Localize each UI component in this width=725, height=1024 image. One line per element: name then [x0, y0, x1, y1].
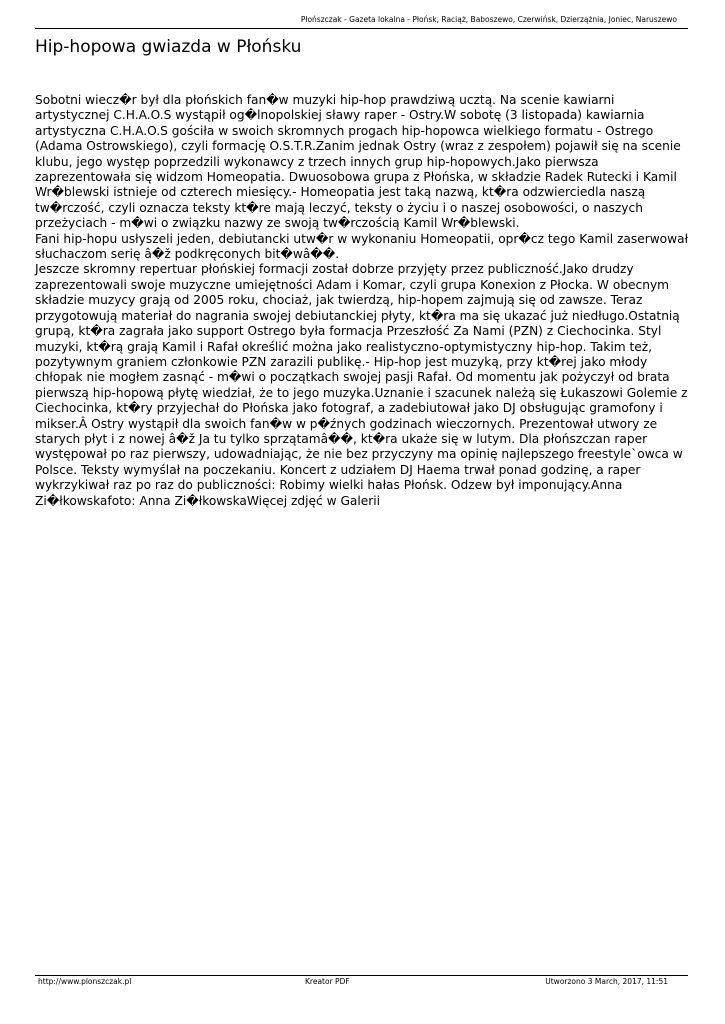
footer-generator: Kreator PDF — [305, 977, 350, 986]
footer-rule — [35, 975, 688, 976]
article-body — [35, 93, 691, 509]
site-header: Płońszczak - Gazeta lokalna - Płońsk, Raciąż, Baboszewo, Czerwińsk, Dzierzążnia, Joniec, Naruszewo — [300, 15, 677, 24]
article-paragraph: Jeszcze skromny repertuar płońskiej formacji został dobrze przyjęty przez publiczność.Jako drudzy zaprezentowali swoje muzyczne umiejętności Adam i Komar, czyli grupa Konexion z Płocka. W obecnym składzie muzycy grają od 2005 roku, chociaż, jak twierdzą, hip-hopem zajmują się od zawsze. Teraz przygotowują materiał do nagrania swojej debiutanckiej płyty, kt�ra ma się ukazać już niedługo.Ostatnią grupą, kt�ra zagrała jako support Ostrego była formacja Przeszłość Za Nami (PZN) z Ciechocinka. Styl muzyki, kt�rą grają Kamil i Rafał określić można jako realistyczno-optymistyczny hip-hop. Takim też, pozytywnym graniem członkowie PZN zarazili publikę.- Hip-hop jest muzyką, przy kt�rej jako młody chłopak nie mogłem zasnąć - m�wi o początkach swojej pasji Rafał. Od momentu jak pożyczył od brata pierwszą hip-hopową płytę wiedział, że to jego muzyka.Uznanie i szacunek należą się Łukaszowi Golemie z Ciechocinka, kt�ry przyjechał do Płońska jako fotograf, a zadebiutował jako DJ obsługując gramofony i mikser.Â Ostry wystąpił dla swoich fan�w w p�źnych godzinach wieczornych. Prezentował utwory ze starych płyt i z nowej â�ž Ja tu tylko sprzątamâ��, kt�ra ukaże się w lutym. Dla płońszczan raper występował po raz pierwszy, udowadniając, że nie bez przyczyny ma opinię najlepszego freestyle`owca w Polsce. Teksty wymyślał na poczekaniu. Koncert z udziałem DJ Haema trwał ponad godzinę, a raper wykrzykiwał raz po raz do publiczności: Robimy wielki hałas Płońsk. Odzew był imponujący.Anna Zi�łkowskafoto: Anna Zi�łkowskaWięcej zdjęć w Galerii — [35, 262, 688, 508]
header-rule — [35, 28, 688, 29]
footer-created-date: Utworzono 3 March, 2017, 11:51 — [545, 977, 668, 986]
article-paragraph: Sobotni wiecz�r był dla płońskich fan�w muzyki hip-hop prawdziwą ucztą. Na scenie kawiarni artystycznej C.H.A.O.S wystąpił og�lnopolskiej sławy raper - Ostry.W sobotę (3 listopada) kawiarnia artystyczna C.H.A.O.S gościła w swoich skromnych progach hip-hopowca wielkiego formatu - Ostrego (Adama Ostrowskiego), czyli formację O.S.T.R.Zanim jednak Ostry (wraz z zespołem) pojawił się na scenie klubu, jego występ poprzedzili wykonawcy z trzech innych grup hip-hopowych.Jako pierwsza zaprezentowała się widzom Homeopatia. Dwuosobowa grupa z Płońska, w składzie Radek Rutecki i Kamil Wr�blewski istnieje od czterech miesięcy.- Homeopatia jest taką nazwą, kt�ra odzwierciedla naszą tw�rczość, czyli oznacza teksty kt�re mają leczyć, teksty o życiu i o naszej osobowości, o naszych przeżyciach - m�wi o związku nazwy ze swoją tw�rczością Kamil Wr�blewski. — [35, 93, 681, 231]
footer-url: http://www.plonszczak.pl — [38, 977, 132, 986]
article-title: Hip-hopowa gwiazda w Płońsku — [35, 37, 302, 57]
article-paragraph: Fani hip-hopu usłyszeli jeden, debiutancki utw�r w wykonaniu Homeopatii, opr�cz tego Kamil zaserwował słuchaczom serię â�ž podkręconych bit�wâ��. — [35, 231, 689, 262]
